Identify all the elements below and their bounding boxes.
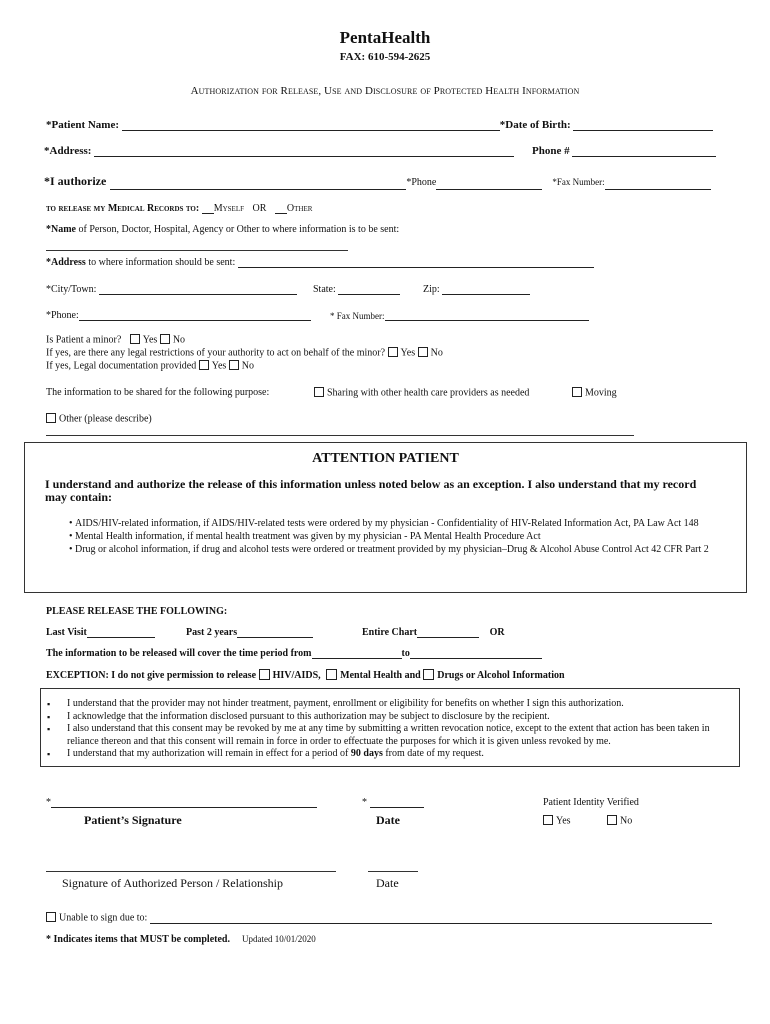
zip-field[interactable] bbox=[442, 294, 530, 295]
phone2-field[interactable] bbox=[79, 320, 311, 321]
recipient-name-field[interactable] bbox=[46, 250, 348, 251]
purpose-other-field[interactable] bbox=[46, 435, 634, 436]
terms-list bbox=[45, 698, 731, 761]
legal-doc-yes-label: Yes bbox=[211, 360, 227, 372]
unable-to-sign-field[interactable] bbox=[150, 923, 712, 924]
attention-item-mental: • Mental Health information, if mental health treatment was given by my physician - PA Mental Health Procedure Act bbox=[47, 530, 724, 543]
authorized-date-label: Date bbox=[376, 876, 399, 890]
purpose-sharing-label: Sharing with other health care providers as needed bbox=[327, 387, 530, 399]
phone-hash-field[interactable] bbox=[572, 156, 716, 157]
fax-number-header: FAX: 610-594-2625 bbox=[339, 51, 431, 63]
identity-no-row bbox=[607, 815, 632, 827]
restriction-yes-label: Yes bbox=[400, 347, 416, 359]
attention-title: ATTENTION PATIENT bbox=[312, 451, 459, 466]
purpose-other-row bbox=[46, 413, 152, 425]
identity-no-label: No bbox=[620, 815, 633, 827]
other-label: Other bbox=[286, 203, 313, 214]
minor-no-label: No bbox=[172, 334, 186, 346]
patient-signature-row bbox=[46, 797, 317, 808]
patient-date-label: Date bbox=[376, 813, 400, 827]
patient-name-label: *Patient Name: bbox=[46, 119, 120, 131]
legal-doc-row bbox=[46, 360, 254, 372]
time-period-row bbox=[46, 648, 542, 659]
patient-name-row bbox=[46, 119, 713, 131]
authorize-row bbox=[44, 172, 711, 190]
exception-mental-label: Mental Health and bbox=[340, 669, 421, 681]
last-visit-label: Last Visit bbox=[46, 627, 87, 638]
authorize-fax-field[interactable] bbox=[605, 189, 711, 190]
phone-hash-row bbox=[532, 145, 716, 157]
entire-chart-field[interactable] bbox=[417, 637, 479, 638]
exception-row bbox=[46, 669, 565, 682]
legal-doc-no-label: No bbox=[241, 360, 255, 372]
exception-hiv-checkbox[interactable] bbox=[259, 669, 270, 680]
term-item: ▪ I understand that the provider may not hinder treatment, payment, enrollment or eligibility for benefits on whether I sign this authorization. bbox=[45, 698, 731, 711]
release-to-label: to release my Medical Records to: bbox=[46, 203, 200, 214]
purpose-other-label: Other (please describe) bbox=[59, 413, 152, 425]
unable-to-sign-row bbox=[46, 912, 712, 924]
attention-list bbox=[47, 517, 724, 556]
patient-name-field[interactable] bbox=[122, 130, 500, 131]
identity-verified-label: Patient Identity Verified bbox=[543, 797, 639, 808]
purpose-other-checkbox[interactable] bbox=[46, 413, 56, 423]
purpose-label: The information to be shared for the following purpose: bbox=[46, 387, 270, 398]
term-duration-after: from date of my request. bbox=[382, 748, 484, 759]
identity-no-checkbox[interactable] bbox=[607, 815, 617, 825]
purpose-moving-checkbox[interactable] bbox=[572, 387, 582, 397]
minor-yes-checkbox[interactable] bbox=[130, 334, 140, 344]
last-visit-field[interactable] bbox=[87, 637, 155, 638]
exception-hiv-label: HIV/AIDS, bbox=[272, 669, 321, 681]
patient-signature-field[interactable] bbox=[51, 807, 317, 808]
purpose-sharing-row bbox=[314, 387, 529, 399]
exception-drugs-checkbox[interactable] bbox=[423, 669, 434, 680]
attention-intro: I understand and authorize the release of this information unless noted below as an exception. I also understand that my record may contain: bbox=[45, 477, 697, 504]
organization-name: PentaHealth bbox=[339, 28, 431, 47]
recipient-name-text: of Person, Doctor, Hospital, Agency or Other to where information is to be sent: bbox=[76, 224, 400, 235]
fax2-row bbox=[330, 311, 589, 321]
or-label: OR bbox=[252, 203, 267, 214]
dob-label: *Date of Birth: bbox=[499, 119, 571, 131]
city-field[interactable] bbox=[99, 294, 297, 295]
state-label: State: bbox=[313, 284, 336, 295]
city-row bbox=[46, 284, 297, 295]
terms-box bbox=[40, 688, 740, 767]
authorized-signature-label: Signature of Authorized Person / Relationship bbox=[62, 876, 283, 890]
release-or-label: OR bbox=[489, 627, 505, 638]
time-period-to-label: to bbox=[401, 648, 410, 659]
identity-yes-checkbox[interactable] bbox=[543, 815, 553, 825]
legal-doc-yes-checkbox[interactable] bbox=[199, 360, 209, 370]
myself-field[interactable] bbox=[202, 213, 214, 214]
state-row bbox=[313, 284, 400, 295]
minor-no-checkbox[interactable] bbox=[160, 334, 170, 344]
zip-row bbox=[423, 284, 530, 295]
release-heading: PLEASE RELEASE THE FOLLOWING: bbox=[46, 606, 228, 617]
form-title: Authorization for Release, Use and Disclosure of Protected Health Information bbox=[190, 85, 580, 97]
attention-item-drug: • Drug or alcohol information, if drug and alcohol tests were ordered or treatment provided by my physician–Drug & Alcohol Abuse Control Act 42 CFR Part 2 bbox=[47, 543, 724, 556]
patient-date-field[interactable] bbox=[370, 807, 424, 808]
other-field[interactable] bbox=[275, 213, 287, 214]
restriction-question-row bbox=[46, 347, 443, 359]
legal-doc-no-checkbox[interactable] bbox=[229, 360, 239, 370]
restriction-no-label: No bbox=[430, 347, 443, 359]
footer-row bbox=[46, 929, 316, 947]
entire-chart-row bbox=[362, 627, 505, 638]
time-period-from-field[interactable] bbox=[312, 658, 402, 659]
recipient-address-row bbox=[46, 257, 594, 268]
authorize-fax-label: *Fax Number: bbox=[552, 177, 605, 187]
myself-label: Myself bbox=[213, 203, 245, 214]
past-2-years-label: Past 2 years bbox=[186, 627, 238, 638]
address-field[interactable] bbox=[94, 156, 514, 157]
term-duration-days: 90 days bbox=[350, 748, 383, 759]
fax2-label: * Fax Number: bbox=[330, 311, 385, 321]
identity-yes-row bbox=[543, 815, 571, 827]
phone2-label: *Phone: bbox=[46, 310, 79, 321]
term-item: ▪ I also understand that this consent may be revoked by me at any time by submitting a written revocation notice, except to the extent that action has been taken in reliance thereon and that this consent will remain in force in order to effectuate the purposes for which it is given unless revoked by me. bbox=[45, 723, 731, 748]
restriction-no-checkbox[interactable] bbox=[418, 347, 428, 357]
required-note: * Indicates items that MUST be completed. bbox=[46, 934, 230, 945]
purpose-moving-row bbox=[572, 387, 617, 399]
recipient-address-text: to where information should be sent: bbox=[85, 257, 236, 268]
attention-box bbox=[24, 442, 747, 593]
patient-date-star: * bbox=[362, 797, 367, 808]
authorize-phone-label: *Phone bbox=[406, 177, 437, 188]
recipient-address-bold: *Address bbox=[46, 257, 86, 268]
city-label: *City/Town: bbox=[46, 284, 97, 295]
patient-signature-label: Patient’s Signature bbox=[84, 813, 182, 827]
past-2-years-field[interactable] bbox=[237, 637, 313, 638]
minor-yes-label: Yes bbox=[142, 334, 158, 346]
patient-date-row bbox=[362, 797, 424, 808]
attention-item-hiv: • AIDS/HIV-related information, if AIDS/HIV-related tests were ordered by my physician - Confidentiality of HIV-Related Information Act, PA Law Act 148 bbox=[47, 517, 724, 530]
past-2-years-row bbox=[186, 627, 313, 638]
entire-chart-label: Entire Chart bbox=[362, 627, 418, 638]
address-row bbox=[44, 145, 514, 157]
state-field[interactable] bbox=[338, 294, 400, 295]
recipient-name-bold: *Name bbox=[46, 224, 76, 235]
unable-to-sign-label: Unable to sign due to: bbox=[59, 912, 148, 924]
term-item: ▪ I acknowledge that the information disclosed pursuant to this authorization may be subject to disclosure by the recipient. bbox=[45, 711, 731, 724]
unable-to-sign-checkbox[interactable] bbox=[46, 912, 56, 922]
purpose-sharing-checkbox[interactable] bbox=[314, 387, 324, 397]
last-visit-row bbox=[46, 627, 155, 638]
purpose-moving-label: Moving bbox=[585, 387, 617, 399]
recipient-address-field[interactable] bbox=[238, 267, 594, 268]
recipient-name-label bbox=[46, 224, 399, 235]
patient-signature-star: * bbox=[46, 797, 51, 808]
dob-field[interactable] bbox=[573, 130, 713, 131]
term-duration-before: I understand that my authorization will remain in effect for a period of bbox=[67, 748, 351, 759]
authorize-field[interactable] bbox=[110, 189, 406, 190]
term-item-duration bbox=[45, 748, 731, 761]
phone-hash-label: Phone # bbox=[532, 145, 570, 157]
phone2-row bbox=[46, 310, 311, 321]
zip-label: Zip: bbox=[423, 284, 440, 295]
legal-doc-question: If yes, Legal documentation provided bbox=[46, 360, 197, 372]
time-period-to-field[interactable] bbox=[410, 658, 542, 659]
restriction-question: If yes, are there any legal restrictions of your authority to act on behalf of the minor? bbox=[46, 347, 386, 359]
fax2-field[interactable] bbox=[385, 320, 589, 321]
address-label: *Address: bbox=[44, 145, 92, 157]
authorize-phone-field[interactable] bbox=[436, 189, 542, 190]
authorize-label: *I authorize bbox=[44, 174, 107, 188]
exception-drugs-label: Drugs or Alcohol Information bbox=[437, 669, 565, 681]
updated-date: Updated 10/01/2020 bbox=[241, 934, 316, 944]
restriction-yes-checkbox[interactable] bbox=[388, 347, 398, 357]
time-period-label: The information to be released will cover the time period from bbox=[46, 648, 312, 659]
minor-question-row bbox=[46, 334, 185, 346]
release-to-row bbox=[46, 203, 312, 214]
identity-yes-label: Yes bbox=[556, 815, 571, 827]
minor-question: Is Patient a minor? bbox=[46, 334, 122, 346]
exception-label: EXCEPTION: I do not give permission to release bbox=[46, 669, 257, 681]
authorized-date-field[interactable] bbox=[368, 871, 418, 872]
exception-mental-checkbox[interactable] bbox=[326, 669, 337, 680]
authorized-signature-field[interactable] bbox=[46, 871, 336, 872]
